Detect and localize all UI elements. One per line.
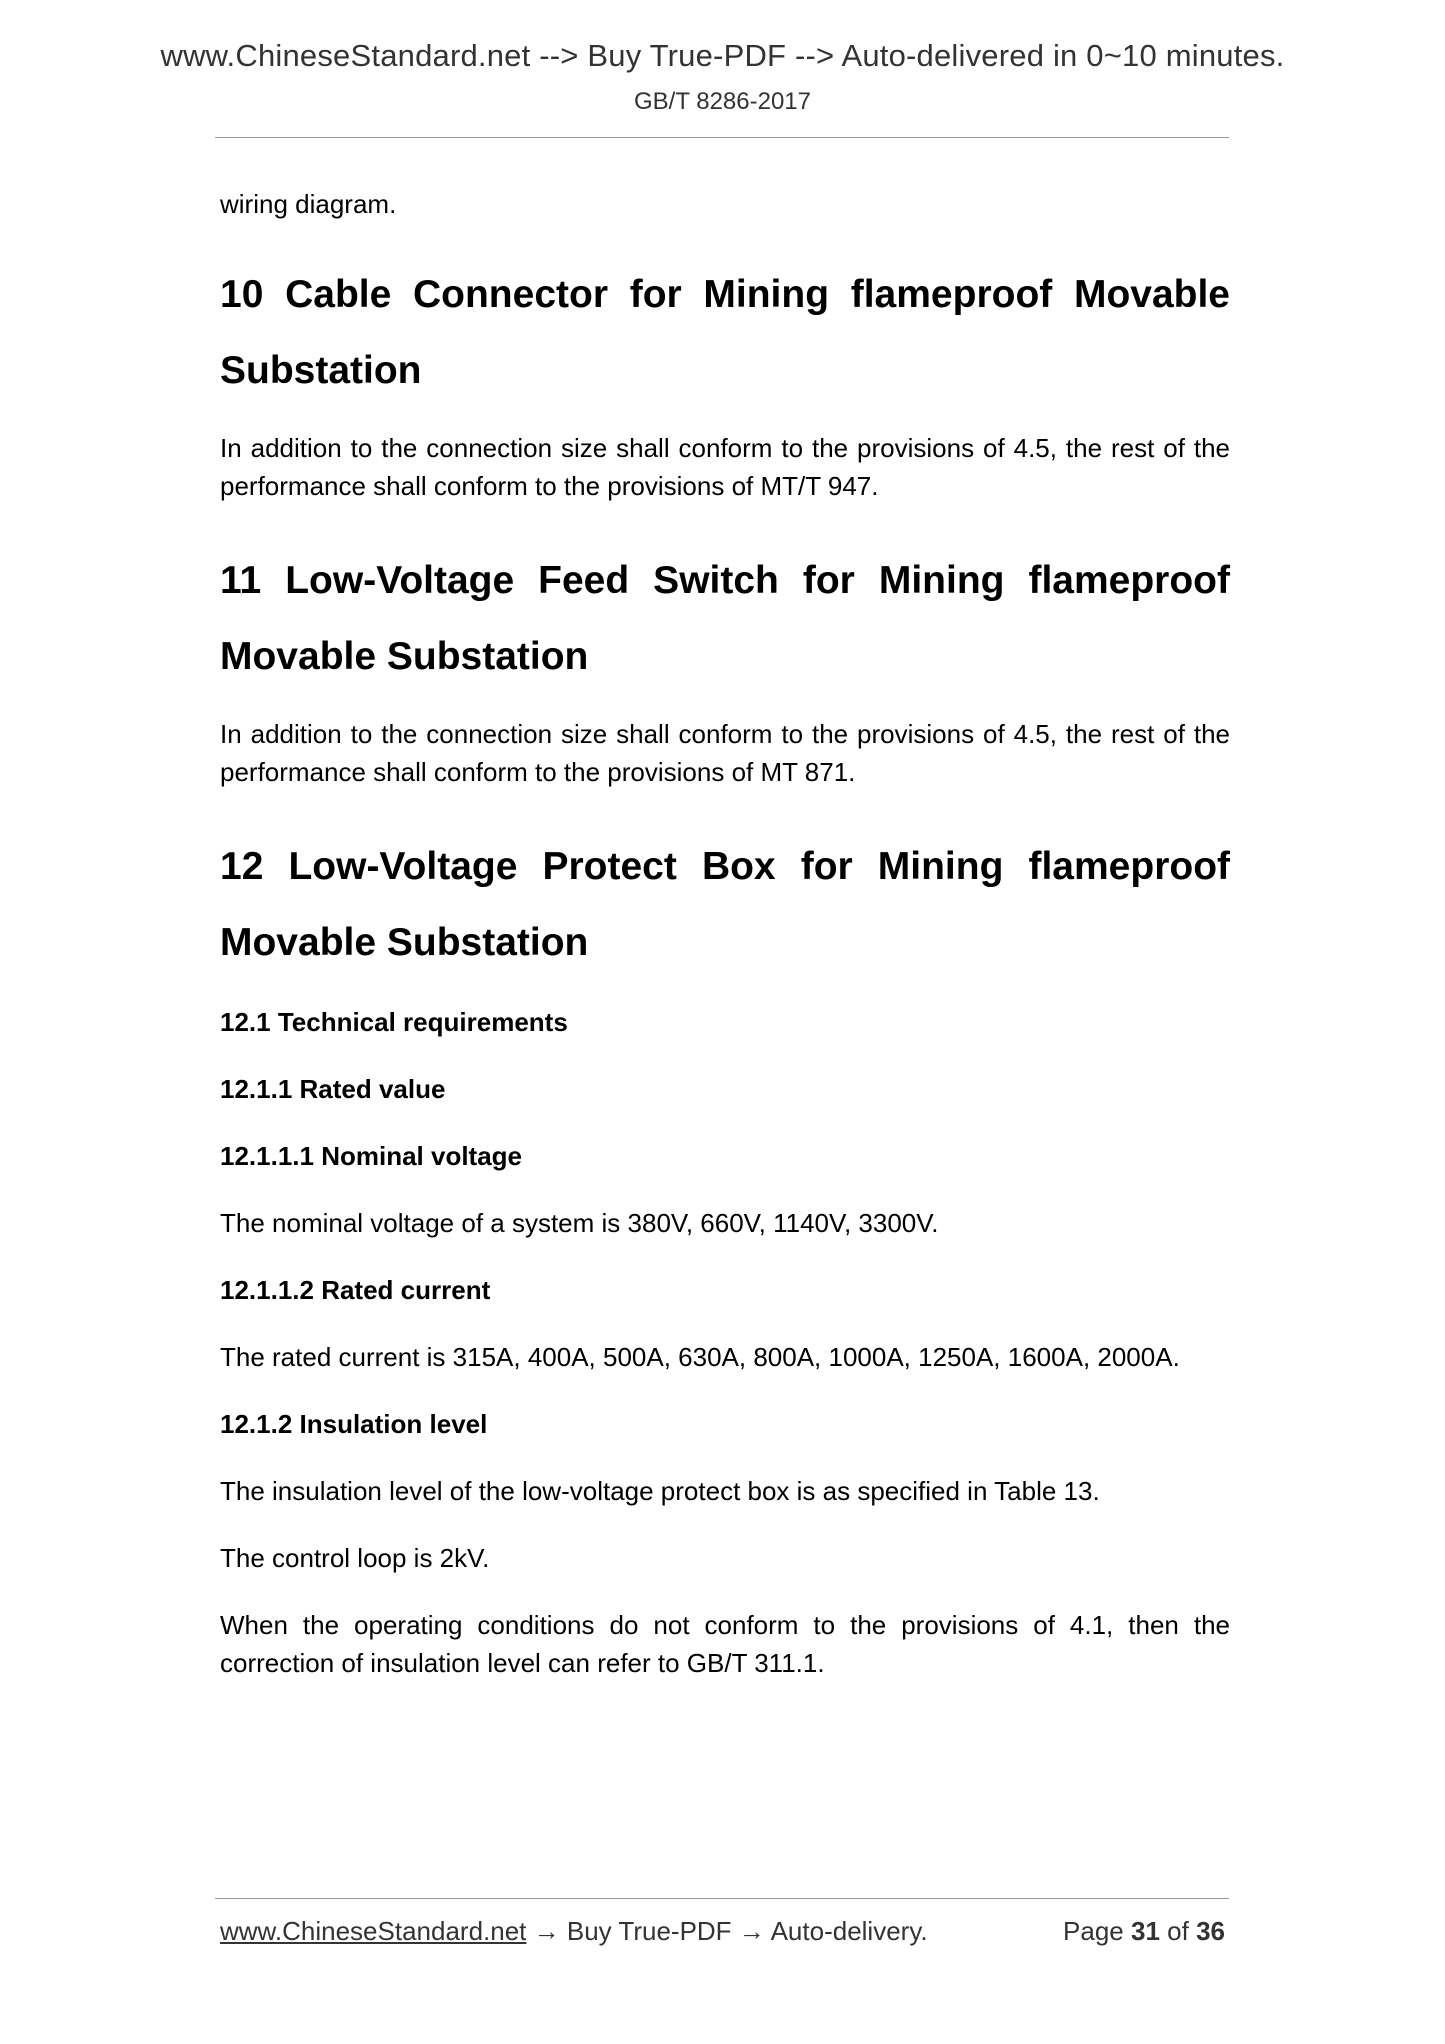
header-divider [215,137,1229,138]
section-12-1-2-text-3: When the operating conditions do not conform to the provisions of 4.1, then the correction of insulation level can refer to GB/T 311.1. [220,1610,1230,1678]
header-banner: www.ChineseStandard.net --> Buy True-PDF --> Auto-delivered in 0~10 minutes. [160,38,1285,73]
header-doc-id: GB/T 8286-2017 [633,88,811,115]
footer-buy-text: → Buy True-PDF [526,1916,739,1946]
section-12-1-2-text-2: The control loop is 2kV. [220,1543,490,1573]
footer-site-link[interactable]: www.ChineseStandard.net [220,1916,527,1946]
section-12-heading-line2: Movable Substation [220,921,589,964]
section-12-1-1-2-text: The rated current is 315A, 400A, 500A, 630A, 800A, 1000A, 1250A, 1600A, 2000A. [220,1342,1180,1372]
of-label: of [1167,1916,1189,1946]
section-10-heading-line2: Substation [220,349,422,392]
intro-fragment: wiring diagram. [220,189,397,219]
section-12-1-2-text-1: The insulation level of the low-voltage protect box is as specified in Table 13. [220,1476,1100,1506]
section-10-heading [220,257,1230,409]
page-label: Page [1063,1916,1124,1946]
section-10-heading-line1: 10 Cable Connector for Mining flameproof Movable [220,273,1230,316]
section-12-1-heading: 12.1 Technical requirements [220,1007,568,1037]
section-12-1-2-heading: 12.1.2 Insulation level [220,1409,488,1439]
page-total: 36 [1196,1916,1225,1946]
section-12-heading-line1: 12 Low-Voltage Protect Box for Mining flameproof [220,845,1230,888]
page-content [220,185,1230,1682]
footer-divider [215,1898,1229,1899]
section-12-1-1-2-heading: 12.1.1.2 Rated current [220,1275,491,1305]
section-12-1-1-heading: 12.1.1 Rated value [220,1074,446,1104]
section-11-heading-line2: Movable Substation [220,635,589,678]
section-12-1-1-1-heading: 12.1.1.1 Nominal voltage [220,1141,523,1171]
page-indicator [1063,1916,1225,1947]
section-11-heading-line1: 11 Low-Voltage Feed Switch for Mining flameproof [220,559,1230,602]
page-footer [220,1916,1225,1947]
section-12-1-1-1-text: The nominal voltage of a system is 380V, 660V, 1140V, 3300V. [220,1208,939,1238]
section-10-text: In addition to the connection size shall conform to the provisions of 4.5, the rest of the performance shall conform to the provisions of MT/T 947. [220,433,1230,501]
section-11-heading [220,543,1230,695]
footer-delivery-text: → Auto-delivery. [738,1916,928,1946]
section-11-text: In addition to the connection size shall conform to the provisions of 4.5, the rest of the performance shall conform to the provisions of MT 871. [220,719,1230,787]
page-number: 31 [1131,1916,1160,1946]
section-12-heading [220,829,1230,981]
